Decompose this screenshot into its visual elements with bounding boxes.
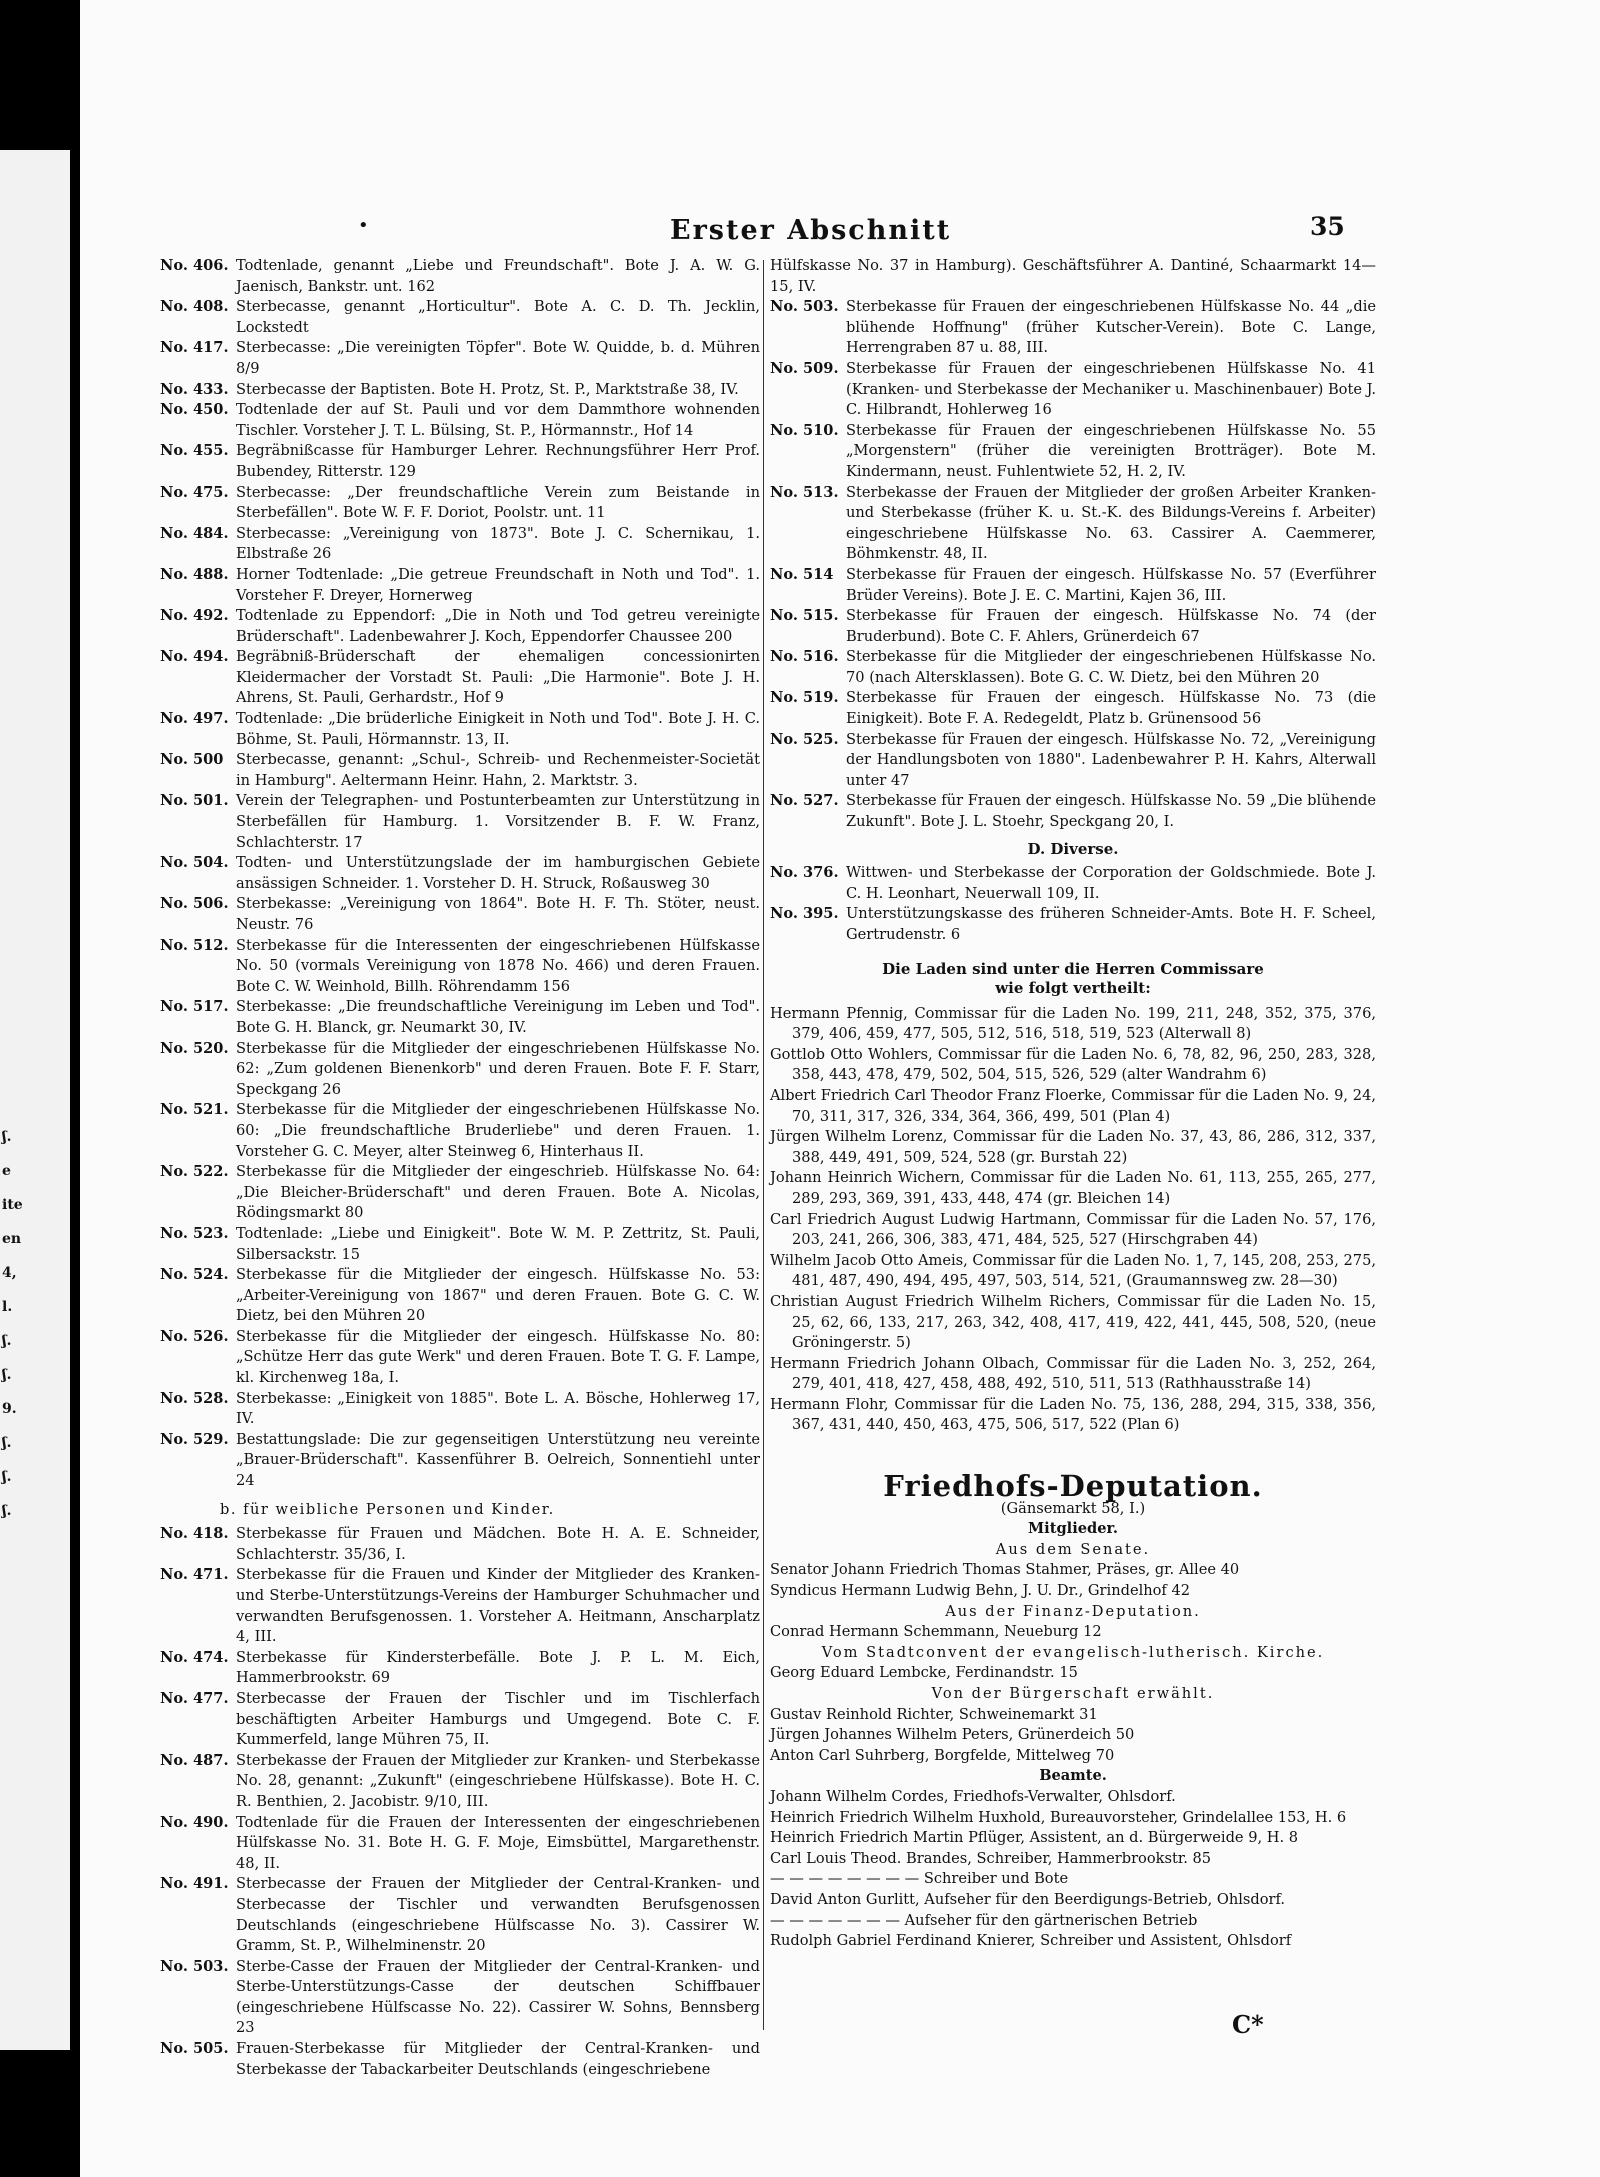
list-item	[770, 297, 1376, 359]
subheading-female-persons: b. für weibliche Personen und Kinder.	[220, 1500, 555, 1518]
entry-text: Sterbekasse für die Mitglieder der eingeschriebenen Hülfskasse No. 62: „Zum goldenen Bienenkorb" und deren Frauen. Bote F. F. Starr, Speckgang 26	[236, 1039, 760, 1098]
edge-fragment: ite	[2, 1197, 23, 1213]
entry-text: Sterbekasse für die Mitglieder der eingesch. Hülfskasse No. 80: „Schütze Herr das gute Werk" und deren Frauen. Bote T. G. F. Lampe, kl. Kirchenweg 18a, I.	[236, 1327, 760, 1387]
entry-number: No. 494.	[160, 648, 229, 666]
entry-number: No. 471.	[160, 1566, 229, 1584]
entry-number: No. 517.	[160, 998, 229, 1016]
list-item	[160, 1100, 760, 1162]
entry-text: Sterbekasse für die Mitglieder der eingeschrieb. Hülfskasse No. 64: „Die Bleicher-Brüderschaft" und deren Frauen. Bote A. Nicolas, Rödingsmarkt 80	[236, 1163, 760, 1222]
list-item	[160, 441, 760, 482]
list-item	[160, 1565, 760, 1647]
entry-number: No. 395.	[770, 905, 839, 923]
left-entries-list	[160, 256, 760, 1492]
list-item	[770, 647, 1376, 688]
entry-text: Todtenlade: „Die brüderliche Einigkeit in Noth und Tod". Bote J. H. C. Böhme, St. Pauli, Hörmannstr. 13, II.	[236, 710, 760, 748]
entry-number: No. 525.	[770, 730, 839, 748]
list-item	[160, 1162, 760, 1224]
left-column	[160, 256, 760, 2080]
list-item	[160, 997, 760, 1038]
deputation-line: — — — — — — — — Schreiber und Bote	[770, 1870, 1069, 1888]
list-item	[770, 606, 1376, 647]
list-item	[160, 1751, 760, 1813]
list-item	[160, 1524, 760, 1565]
page-number: 35	[1310, 212, 1345, 241]
entry-text: Verein der Telegraphen- und Postunterbeamten zur Unterstützung in Sterbefällen für Hamburg. 1. Vorsitzender B. F. W. Franz, Schlachterstr. 17	[236, 792, 760, 851]
entry-number: No. 512.	[160, 936, 229, 954]
previous-page-fragments	[2, 1120, 23, 1528]
entry-text: Sterbecasse: „Vereinigung von 1873". Bote J. C. Schernikau, 1. Elbstraße 26	[236, 524, 760, 563]
edge-fragment: 4,	[2, 1265, 17, 1281]
entry-text: Sterbekasse für Frauen der eingesch. Hülfskasse No. 57 (Everführer Brüder Vereins). Bote J. E. C. Martini, Kajen 36, III.	[846, 565, 1376, 604]
entry-text: Begräbniß-Brüderschaft der ehemaligen concessionirten Kleidermacher der Vorstadt St. Pauli: „Die Harmonie". Bote J. H. Ahrens, St. Pauli, Gerhardstr., Hof 9	[236, 648, 760, 707]
list-item	[160, 483, 760, 524]
entry-text: Sterbecasse, genannt: „Schul-, Schreib- und Rechenmeister-Societät in Hamburg". Aeltermann Heinr. Hahn, 2. Marktstr. 3.	[236, 751, 760, 789]
entry-text: Todtenlade zu Eppendorf: „Die in Noth und Tod getreu vereinigte Brüderschaft". Ladenbewahrer J. Koch, Eppendorfer Chaussee 200	[236, 607, 760, 645]
list-item	[770, 565, 1376, 606]
entry-text: Sterbekasse für Frauen der eingeschriebenen Hülfskasse No. 44 „die blühende Hoffnung" (früher Kutscher-Verein). Bote C. Lange, Herrengraben 87 u. 88, III.	[846, 298, 1376, 357]
entry-number: No. 406.	[160, 257, 229, 274]
list-item	[160, 256, 760, 297]
edge-fragment: ʃ.	[2, 1503, 12, 1519]
list-item	[770, 730, 1376, 792]
entry-number: No. 475.	[160, 483, 229, 501]
list-item	[770, 421, 1376, 483]
edge-fragment: ʃ.	[2, 1367, 12, 1383]
entry-number: No. 519.	[770, 689, 839, 707]
laden-heading-line-1: Die Laden sind unter die Herren Commissare	[882, 959, 1264, 978]
deputation-line: Jürgen Johannes Wilhelm Peters, Grünerdeich 50	[770, 1726, 1135, 1744]
right-entries-d-list	[770, 863, 1376, 945]
list-item	[160, 297, 760, 338]
entry-text: Sterbekasse für Frauen der eingeschriebenen Hülfskasse No. 55 „Morgenstern" (früher die vereinigten Brotträger). Bote M. Kindermann, neust. Fuhlentwiete 52, H. 2, IV.	[846, 421, 1376, 480]
book-gutter	[70, 0, 80, 2177]
deputation-address: (Gänsemarkt 58, I.)	[1000, 1499, 1146, 1517]
entry-number: No. 521.	[160, 1101, 229, 1119]
commissioner-entry: Gottlob Otto Wohlers, Commissar für die Laden No. 6, 78, 82, 96, 250, 283, 328, 358, 443, 478, 479, 502, 504, 515, 526, 529 (alter Wandrahm 6)	[770, 1045, 1376, 1084]
entry-text: Sterbekasse: „Einigkeit von 1885". Bote L. A. Bösche, Hohlerweg 17, IV.	[236, 1389, 760, 1428]
entry-text: Sterbekasse für die Interessenten der eingeschriebenen Hülfskasse No. 50 (vormals Vereinigung von 1878 No. 466) und deren Frauen. Bote C. W. Weinhold, Billh. Röhrendamm 156	[236, 936, 760, 995]
entry-text: Sterbecasse der Frauen der Tischler und im Tischlerfach beschäftigten Arbeiter Hamburgs und Umgegend. Bote C. F. Kummerfeld, lange Mühren 75, II.	[236, 1689, 760, 1749]
deputation-line: — — — — — — — Aufseher für den gärtnerischen Betrieb	[770, 1911, 1198, 1929]
entry-text: Bestattungslade: Die zur gegenseitigen Unterstützung neu vereinte „Brauer-Brüderschaft". Kassenführer B. Oelreich, Sonnentiehl unter 24	[236, 1430, 760, 1490]
list-item	[160, 1430, 760, 1492]
entry-text: Sterbekasse: „Vereinigung von 1864". Bote H. F. Th. Stöter, neust. Neustr. 76	[236, 895, 760, 933]
right-entries-list	[770, 297, 1376, 832]
list-item	[770, 863, 1376, 904]
entry-number: No. 497.	[160, 710, 229, 728]
entry-number: No. 505.	[160, 2040, 229, 2058]
commissioner-entry: Christian August Friedrich Wilhelm Richers, Commissar für die Laden No. 15, 25, 62, 66, 133, 217, 263, 342, 408, 417, 419, 422, 441, 445, 508, 520, (neue Gröningerstr. 5)	[770, 1292, 1376, 1352]
edge-fragment: ʃ.	[2, 1333, 12, 1349]
list-item	[160, 1813, 760, 1875]
entry-number: No. 516.	[770, 648, 839, 666]
deputation-line: Rudolph Gabriel Ferdinand Knierer, Schreiber und Assistent, Ohlsdorf	[770, 1932, 1292, 1950]
deputation-line: Conrad Hermann Schemmann, Neueburg 12	[770, 1623, 1102, 1641]
commissioner-entry: Johann Heinrich Wichern, Commissar für die Laden No. 61, 113, 255, 265, 277, 289, 293, 369, 391, 433, 448, 474 (gr. Bleichen 14)	[770, 1169, 1376, 1207]
entry-number: No. 503.	[160, 1957, 229, 1975]
deputation-line: Beamte.	[1039, 1767, 1107, 1785]
column-divider	[763, 260, 764, 2030]
commissioner-entry: Hermann Pfennig, Commissar für die Laden No. 199, 211, 248, 352, 375, 376, 379, 406, 459, 477, 505, 512, 516, 518, 519, 523 (Alterwall 8)	[770, 1004, 1376, 1043]
commissioner-entry: Carl Friedrich August Ludwig Hartmann, Commissar für die Laden No. 57, 176, 203, 241, 266, 306, 383, 471, 484, 525, 527 (Hirschgraben 44)	[770, 1210, 1376, 1249]
entry-text: Sterbekasse für Frauen der eingeschriebenen Hülfskasse No. 41 (Kranken- und Sterbekasse der Mechaniker u. Maschinenbauer) Bote J. C. Hilbrandt, Hohlerweg 16	[846, 359, 1376, 419]
entry-text: Frauen-Sterbekasse für Mitglieder der Central-Kranken- und Sterbekasse der Tabackarbeiter Deutschlands (eingeschriebene	[236, 2040, 760, 2078]
entry-text: Sterbekasse für Frauen der eingesch. Hülfskasse No. 73 (die Einigkeit). Bote F. A. Redegeldt, Platz b. Grünensood 56	[846, 689, 1376, 728]
laden-heading-line-2: wie folgt vertheilt:	[995, 978, 1151, 997]
entry-number: No. 477.	[160, 1689, 229, 1707]
entry-number: No. 450.	[160, 401, 229, 419]
entry-text: Sterbecasse: „Die vereinigten Töpfer". Bote W. Quidde, b. d. Mühren 8/9	[236, 339, 760, 377]
entry-text: Sterbekasse der Frauen der Mitglieder der großen Arbeiter Kranken- und Sterbekasse (früher K. u. St.-K. des Bildungs-Vereins f. Arbeiter) eingeschriebene Hülfskasse No. 63. Cassirer A. Caemmerer, Böhmkenstr. 48, II.	[846, 483, 1376, 563]
entry-number: No. 527.	[770, 792, 839, 810]
list-item	[160, 380, 760, 401]
entry-number: No. 515.	[770, 607, 839, 625]
entry-number: No. 484.	[160, 524, 229, 542]
page-dot: •	[358, 215, 369, 236]
entry-text: Unterstützungskasse des früheren Schneider-Amts. Bote H. F. Scheel, Gertrudenstr. 6	[846, 905, 1376, 943]
entry-number: No. 492.	[160, 607, 229, 625]
deputation-line: Heinrich Friedrich Wilhelm Huxhold, Bureauvorsteher, Grindelallee 153, H. 6	[770, 1808, 1347, 1826]
list-item	[160, 791, 760, 853]
commissioner-entry: Hermann Flohr, Commissar für die Laden No. 75, 136, 288, 294, 315, 338, 356, 367, 431, 440, 450, 463, 475, 506, 517, 522 (Plan 6)	[770, 1395, 1376, 1434]
left-entries-b-list	[160, 1524, 760, 2080]
laden-heading	[770, 960, 1376, 998]
deputation-line: Georg Eduard Lembcke, Ferdinandstr. 15	[770, 1664, 1078, 1682]
commissioner-entry: Jürgen Wilhelm Lorenz, Commissar für die Laden No. 37, 43, 86, 286, 312, 337, 388, 449, 491, 509, 524, 528 (gr. Burstah 22)	[770, 1128, 1376, 1166]
continuation-text: Hülfskasse No. 37 in Hamburg). Geschäftsführer A. Dantiné, Schaarmarkt 14—15, IV.	[770, 257, 1376, 295]
list-item	[160, 524, 760, 565]
entry-text: Horner Todtenlade: „Die getreue Freundschaft in Noth und Tod". 1. Vorsteher F. Dreyer, Hornerweg	[236, 565, 760, 604]
entry-text: Todtenlade, genannt „Liebe und Freundschaft". Bote J. A. W. G. Jaenisch, Bankstr. unt. 162	[236, 257, 760, 295]
entry-text: Sterbekasse für die Mitglieder der eingesch. Hülfskasse No. 53: „Arbeiter-Vereinigung von 1867" und deren Frauen. Bote G. C. W. Dietz, bei den Mühren 20	[236, 1266, 760, 1325]
list-item	[160, 750, 760, 791]
list-item	[160, 1874, 760, 1956]
entry-text: Sterbekasse für Frauen der eingesch. Hülfskasse No. 72, „Vereinigung der Handlungsboten von 1880". Ladenbewahrer P. H. Kahrs, Alterwall unter 47	[846, 730, 1376, 789]
entry-text: Todten- und Unterstützungslade der im hamburgischen Gebiete ansässigen Schneider. 1. Vorsteher D. H. Struck, Roßausweg 30	[236, 854, 760, 892]
entry-number: No. 510.	[770, 421, 839, 439]
entry-text: Todtenlade: „Liebe und Einigkeit". Bote W. M. P. Zettritz, St. Pauli, Silbersackstr. 15	[236, 1224, 760, 1263]
list-item	[160, 1689, 760, 1751]
entry-number: No. 522.	[160, 1163, 229, 1181]
edge-fragment: ʃ.	[2, 1129, 12, 1145]
list-item	[160, 1648, 760, 1689]
entry-text: Wittwen- und Sterbekasse der Corporation der Goldschmiede. Bote J. C. H. Leonhart, Neuerwall 109, II.	[846, 864, 1376, 902]
deputation-line: Vom Stadtconvent der evangelisch-lutherisch. Kirche.	[821, 1643, 1325, 1661]
entry-number: No. 418.	[160, 1525, 229, 1543]
entry-number: No. 529.	[160, 1430, 229, 1448]
entry-text: Sterbecasse der Frauen der Mitglieder der Central-Kranken- und Sterbecasse der Tischler und verwandten Berufsgenossen Deutschlands (eingeschriebene Hülfscasse No. 3). Cassirer W. Gramm, St. P., Wilhelminenstr. 20	[236, 1875, 760, 1955]
deputation-lines-list	[770, 1540, 1376, 1952]
entry-text: Sterbekasse für die Mitglieder der eingeschriebenen Hülfskasse No. 70 (nach Altersklassen). Bote G. C. W. Dietz, bei den Mühren 20	[846, 648, 1376, 686]
entry-number: No. 474.	[160, 1648, 229, 1666]
list-item	[160, 647, 760, 709]
entry-number: No. 528.	[160, 1389, 229, 1407]
list-item	[770, 483, 1376, 565]
entry-number: No. 488.	[160, 565, 229, 583]
entry-number: No. 455.	[160, 442, 229, 460]
running-head-title: Erster Abschnitt	[670, 215, 952, 246]
edge-fragment: 9.	[2, 1401, 17, 1417]
entry-number: No. 520.	[160, 1039, 229, 1057]
deputation-line: Senator Johann Friedrich Thomas Stahmer, Präses, gr. Allee 40	[770, 1561, 1240, 1579]
entry-number: No. 490.	[160, 1813, 229, 1831]
commissioner-entry: Hermann Friedrich Johann Olbach, Commissar für die Laden No. 3, 252, 264, 279, 401, 418, 427, 458, 488, 492, 510, 511, 513 (Rathhausstraße 14)	[770, 1354, 1376, 1393]
entry-text: Sterbekasse der Frauen der Mitglieder zur Kranken- und Sterbekasse No. 28, genannt: „Zukunft" (eingeschriebene Hülfskasse). Bote H. C. R. Benthien, 2. Jacobistr. 9/10, III.	[236, 1751, 760, 1810]
list-item	[160, 338, 760, 379]
list-item	[160, 1265, 760, 1327]
deputation-line: Aus der Finanz-Deputation.	[945, 1602, 1201, 1620]
entry-number: No. 514	[770, 565, 834, 583]
deputation-line: Gustav Reinhold Richter, Schweinemarkt 31	[770, 1705, 1098, 1723]
deputation-title: Friedhofs-Deputation.	[883, 1469, 1263, 1504]
previous-page-edge	[0, 150, 70, 2050]
entry-text: Sterbekasse für Kindersterbefälle. Bote J. P. L. M. Eich, Hammerbrookstr. 69	[236, 1648, 760, 1687]
list-item	[160, 1389, 760, 1430]
edge-fragment: ʃ.	[2, 1469, 12, 1485]
entry-text: Sterbekasse: „Die freundschaftliche Vereinigung im Leben und Tod". Bote G. H. Blanck, gr. Neumarkt 30, IV.	[236, 998, 760, 1036]
entry-text: Todtenlade für die Frauen der Interessenten der eingeschriebenen Hülfskasse No. 31. Bote H. G. F. Moje, Eimsbüttel, Margarethenstr. 48, II.	[236, 1813, 760, 1872]
right-column	[770, 256, 1376, 1952]
list-item	[160, 1327, 760, 1389]
deputation-line: Von der Bürgerschaft erwählt.	[931, 1685, 1215, 1702]
entry-text: Sterbekasse für die Mitglieder der eingeschriebenen Hülfskasse No. 60: „Die freundschaftliche Bruderliebe" und deren Frauen. 1. Vorsteher G. C. Meyer, alter Steinweg 6, Hinterhaus II.	[236, 1101, 760, 1160]
edge-fragment: e	[2, 1163, 11, 1179]
commissioner-entry: Wilhelm Jacob Otto Ameis, Commissar für die Laden No. 1, 7, 145, 208, 253, 275, 481, 487, 490, 494, 495, 497, 503, 514, 521, (Graumannsweg zw. 28—30)	[770, 1251, 1376, 1290]
list-item	[160, 1957, 760, 2039]
deputation-line: Aus dem Senate.	[995, 1540, 1151, 1558]
entry-number: No. 417.	[160, 339, 229, 357]
entry-text: Sterbekasse für Frauen der eingesch. Hülfskasse No. 59 „Die blühende Zukunft". Bote J. L. Stoehr, Speckgang 20, I.	[846, 792, 1376, 831]
deputation-line: Johann Wilhelm Cordes, Friedhofs-Verwalter, Ohlsdorf.	[770, 1787, 1176, 1805]
entry-text: Sterbekasse für die Frauen und Kinder der Mitglieder des Kranken- und Sterbe-Unterstützungs-Vereins der Hamburger Schuhmacher und verwandten Berufsgenossen. 1. Vorsteher A. Heitmann, Anscharplatz 4, III.	[236, 1566, 760, 1646]
entry-number: No. 487.	[160, 1751, 229, 1769]
entry-text: Sterbecasse: „Der freundschaftliche Verein zum Beistande in Sterbefällen". Bote W. F. F. Doriot, Poolstr. unt. 11	[236, 483, 760, 522]
deputation-line: Heinrich Friedrich Martin Pflüger, Assistent, an d. Bürgerweide 9, H. 8	[770, 1829, 1299, 1847]
entry-number: No. 491.	[160, 1875, 229, 1893]
deputation-line: Carl Louis Theod. Brandes, Schreiber, Hammerbrookstr. 85	[770, 1849, 1212, 1867]
list-item	[770, 791, 1376, 832]
entry-number: No. 376.	[770, 864, 839, 882]
list-item	[160, 1039, 760, 1101]
commissioners-list	[770, 1004, 1376, 1436]
list-item	[160, 709, 760, 750]
list-item	[770, 904, 1376, 945]
deputation-members-label: Mitglieder.	[1028, 1520, 1118, 1538]
edge-fragment: en	[2, 1231, 22, 1247]
entry-number: No. 504.	[160, 854, 229, 872]
entry-number: No. 500	[160, 751, 224, 769]
entry-text: Sterbekasse für Frauen und Mädchen. Bote H. A. E. Schneider, Schlachterstr. 35/36, I.	[236, 1525, 760, 1563]
list-item	[160, 853, 760, 894]
list-item	[770, 359, 1376, 421]
list-item	[160, 894, 760, 935]
entry-number: No. 506.	[160, 895, 229, 913]
deputation-line: Syndicus Hermann Ludwig Behn, J. U. Dr., Grindelhof 42	[770, 1582, 1191, 1600]
entry-number: No. 503.	[770, 298, 839, 316]
entry-number: No. 523.	[160, 1224, 229, 1242]
entry-number: No. 524.	[160, 1266, 229, 1284]
entry-number: No. 408.	[160, 298, 229, 316]
entry-text: Sterbekasse für Frauen der eingesch. Hülfskasse No. 74 (der Bruderbund). Bote C. F. Ahlers, Grünerdeich 67	[846, 607, 1376, 645]
entry-number: No. 509.	[770, 359, 839, 377]
entry-number: No. 513.	[770, 483, 839, 501]
list-item	[770, 688, 1376, 729]
list-item	[160, 1224, 760, 1265]
entry-text: Sterbecasse, genannt „Horticultur". Bote A. C. D. Th. Jecklin, Lockstedt	[236, 298, 760, 336]
deputation-line: David Anton Gurlitt, Aufseher für den Beerdigungs-Betrieb, Ohlsdorf.	[770, 1890, 1285, 1908]
deputation-line: Anton Carl Suhrberg, Borgfelde, Mittelweg 70	[770, 1746, 1115, 1764]
list-item	[160, 565, 760, 606]
entry-text: Begräbnißcasse für Hamburger Lehrer. Rechnungsführer Herr Prof. Bubendey, Ritterstr. 129	[236, 442, 760, 480]
entry-text: Sterbecasse der Baptisten. Bote H. Protz, St. P., Marktstraße 38, IV.	[236, 380, 739, 398]
signature-mark: C*	[1232, 2010, 1264, 2039]
list-item	[160, 400, 760, 441]
entry-number: No. 501.	[160, 792, 229, 810]
commissioner-entry: Albert Friedrich Carl Theodor Franz Floerke, Commissar für die Laden No. 9, 24, 70, 311, 317, 326, 334, 364, 366, 499, 501 (Plan 4)	[770, 1086, 1376, 1125]
entry-text: Todtenlade der auf St. Pauli und vor dem Dammthore wohnenden Tischler. Vorsteher J. T. L. Bülsing, St. P., Hörmannstr., Hof 14	[236, 401, 760, 439]
list-item	[160, 2039, 760, 2080]
edge-fragment: ʃ.	[2, 1435, 12, 1451]
entry-number: No. 433.	[160, 380, 229, 398]
section-d-heading: D. Diverse.	[1027, 839, 1119, 858]
edge-fragment: l.	[2, 1299, 13, 1315]
entry-text: Sterbe-Casse der Frauen der Mitglieder der Central-Kranken- und Sterbe-Unterstützungs-Casse der deutschen Schiffbauer (eingeschriebene Hülfscasse No. 22). Cassirer W. Sohns, Bennsberg 23	[236, 1957, 760, 2037]
entry-number: No. 526.	[160, 1327, 229, 1345]
list-item	[160, 936, 760, 998]
list-item	[160, 606, 760, 647]
